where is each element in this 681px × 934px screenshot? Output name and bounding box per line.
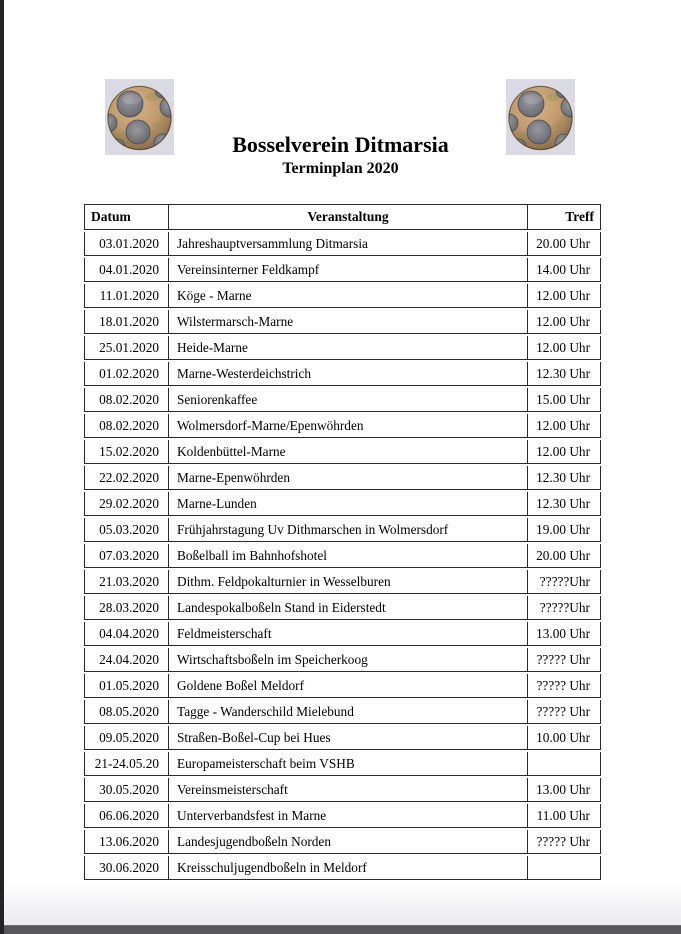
table-row xyxy=(84,674,601,698)
event-date: 29.02.2020 xyxy=(84,492,168,516)
table-row xyxy=(84,700,601,724)
event-name: Frühjahrstagung Uv Dithmarschen in Wolmersdorf xyxy=(168,518,527,542)
event-time: ????? Uhr xyxy=(527,830,601,854)
event-time: 20.00 Uhr xyxy=(527,544,601,568)
table-row xyxy=(84,336,601,360)
event-name: Kreisschuljugendboßeln in Meldorf xyxy=(168,856,527,880)
event-time: ????? Uhr xyxy=(527,674,601,698)
event-time: 12.30 Uhr xyxy=(527,362,601,386)
event-date: 21-24.05.20 xyxy=(84,752,168,776)
event-date: 01.05.2020 xyxy=(84,674,168,698)
event-name: Landespokalboßeln Stand in Eiderstedt xyxy=(168,596,527,620)
event-time: 11.00 Uhr xyxy=(527,804,601,828)
event-name: Europameisterschaft beim VSHB xyxy=(168,752,527,776)
event-date: 30.05.2020 xyxy=(84,778,168,802)
table-row xyxy=(84,752,601,776)
table-row xyxy=(84,362,601,386)
event-time xyxy=(527,752,601,776)
event-time: ????? Uhr xyxy=(527,648,601,672)
event-date: 11.01.2020 xyxy=(84,284,168,308)
table-row xyxy=(84,856,601,880)
event-name: Wilstermarsch-Marne xyxy=(168,310,527,334)
event-date: 22.02.2020 xyxy=(84,466,168,490)
event-time: 14.00 Uhr xyxy=(527,258,601,282)
event-name: Landesjugendboßeln Norden xyxy=(168,830,527,854)
table-row xyxy=(84,830,601,854)
event-name: Marne-Epenwöhrden xyxy=(168,466,527,490)
event-time: ?????Uhr xyxy=(527,596,601,620)
event-time: 15.00 Uhr xyxy=(527,388,601,412)
event-time: 12.30 Uhr xyxy=(527,492,601,516)
event-name: Wirtschaftsboßeln im Speicherkoog xyxy=(168,648,527,672)
event-name: Unterverbandsfest in Marne xyxy=(168,804,527,828)
event-name: Jahreshauptversammlung Ditmarsia xyxy=(168,232,527,256)
event-time: 13.00 Uhr xyxy=(527,778,601,802)
document-header xyxy=(0,133,681,178)
table-row xyxy=(84,622,601,646)
table-row xyxy=(84,804,601,828)
event-date: 09.05.2020 xyxy=(84,726,168,750)
event-date: 04.01.2020 xyxy=(84,258,168,282)
event-name: Feldmeisterschaft xyxy=(168,622,527,646)
event-date: 07.03.2020 xyxy=(84,544,168,568)
window-bottom-edge xyxy=(0,925,681,934)
event-date: 13.06.2020 xyxy=(84,830,168,854)
event-time: ?????Uhr xyxy=(527,570,601,594)
schedule-table-body xyxy=(84,232,601,880)
event-name: Dithm. Feldpokalturnier in Wesselburen xyxy=(168,570,527,594)
column-header-veranstaltung: Veranstaltung xyxy=(168,204,527,230)
event-date: 21.03.2020 xyxy=(84,570,168,594)
event-name: Köge - Marne xyxy=(168,284,527,308)
schedule-table-header xyxy=(84,204,601,230)
event-time: 12.00 Uhr xyxy=(527,414,601,438)
event-time: ????? Uhr xyxy=(527,700,601,724)
page-bottom-shadow xyxy=(4,880,681,926)
schedule-table xyxy=(84,202,601,882)
table-row xyxy=(84,258,601,282)
table-row xyxy=(84,492,601,516)
table-row xyxy=(84,414,601,438)
event-name: Boßelball im Bahnhofshotel xyxy=(168,544,527,568)
event-time: 20.00 Uhr xyxy=(527,232,601,256)
event-time xyxy=(527,856,601,880)
event-time: 19.00 Uhr xyxy=(527,518,601,542)
event-date: 05.03.2020 xyxy=(84,518,168,542)
column-header-datum: Datum xyxy=(84,204,168,230)
event-date: 28.03.2020 xyxy=(84,596,168,620)
page-title: Bosselverein Ditmarsia xyxy=(232,132,449,157)
event-time: 12.00 Uhr xyxy=(527,284,601,308)
event-date: 24.04.2020 xyxy=(84,648,168,672)
table-row xyxy=(84,284,601,308)
event-date: 03.01.2020 xyxy=(84,232,168,256)
event-date: 01.02.2020 xyxy=(84,362,168,386)
event-date: 08.05.2020 xyxy=(84,700,168,724)
event-name: Vereinsinterner Feldkampf xyxy=(168,258,527,282)
event-date: 08.02.2020 xyxy=(84,388,168,412)
table-row xyxy=(84,388,601,412)
window-left-edge xyxy=(0,0,4,934)
event-name: Goldene Boßel Meldorf xyxy=(168,674,527,698)
event-date: 06.06.2020 xyxy=(84,804,168,828)
event-date: 08.02.2020 xyxy=(84,414,168,438)
event-name: Tagge - Wanderschild Mielebund xyxy=(168,700,527,724)
page-subtitle: Terminplan 2020 xyxy=(282,160,399,177)
event-date: 30.06.2020 xyxy=(84,856,168,880)
event-date: 18.01.2020 xyxy=(84,310,168,334)
table-row xyxy=(84,466,601,490)
event-name: Seniorenkaffee xyxy=(168,388,527,412)
event-time: 10.00 Uhr xyxy=(527,726,601,750)
table-row xyxy=(84,232,601,256)
event-date: 25.01.2020 xyxy=(84,336,168,360)
table-row xyxy=(84,570,601,594)
event-name: Marne-Westerdeichstrich xyxy=(168,362,527,386)
event-name: Straßen-Boßel-Cup bei Hues xyxy=(168,726,527,750)
event-date: 15.02.2020 xyxy=(84,440,168,464)
table-row xyxy=(84,440,601,464)
event-date: 04.04.2020 xyxy=(84,622,168,646)
event-name: Vereinsmeisterschaft xyxy=(168,778,527,802)
table-row xyxy=(84,310,601,334)
table-row xyxy=(84,518,601,542)
header-row xyxy=(84,204,601,230)
event-time: 12.00 Uhr xyxy=(527,440,601,464)
event-name: Koldenbüttel-Marne xyxy=(168,440,527,464)
event-name: Marne-Lunden xyxy=(168,492,527,516)
table-row xyxy=(84,544,601,568)
table-row xyxy=(84,726,601,750)
event-name: Heide-Marne xyxy=(168,336,527,360)
event-time: 12.00 Uhr xyxy=(527,310,601,334)
event-name: Wolmersdorf-Marne/Epenwöhrden xyxy=(168,414,527,438)
event-time: 12.00 Uhr xyxy=(527,336,601,360)
event-time: 13.00 Uhr xyxy=(527,622,601,646)
event-time: 12.30 Uhr xyxy=(527,466,601,490)
column-header-treff: Treff xyxy=(527,204,601,230)
table-row xyxy=(84,778,601,802)
table-row xyxy=(84,648,601,672)
table-row xyxy=(84,596,601,620)
